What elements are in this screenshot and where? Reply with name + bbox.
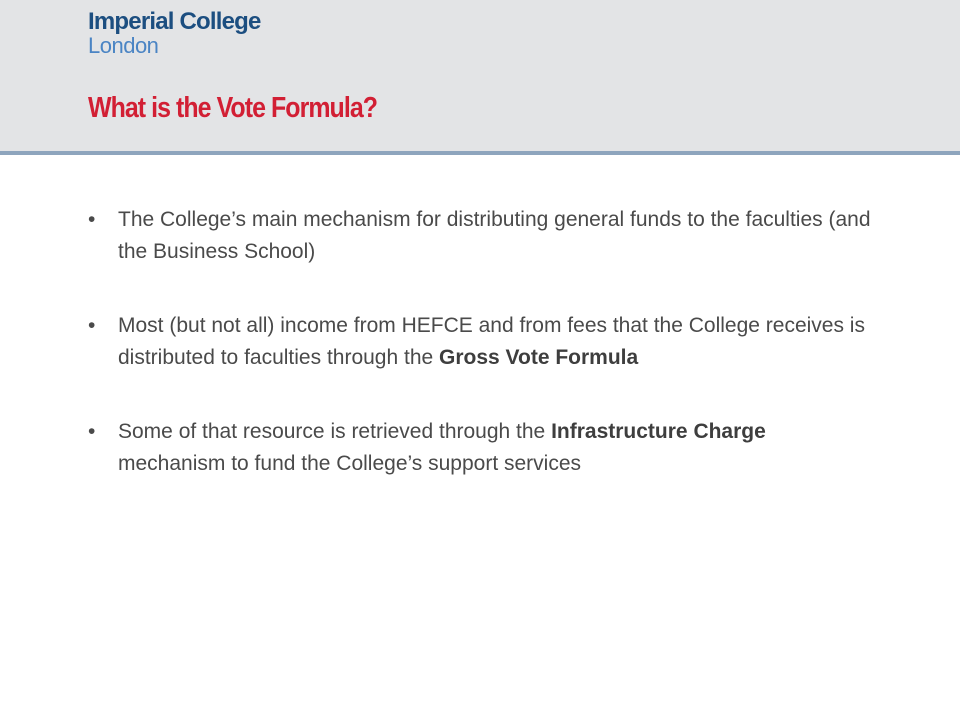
bullet-point-icon: • [88, 420, 96, 443]
bullet-text [118, 204, 878, 268]
slide-title: What is the Vote Formula? [88, 92, 378, 124]
bullet-item-main-mechanism [88, 204, 878, 268]
imperial-college-london-logo [88, 10, 261, 57]
bullet-point-icon: • [88, 208, 96, 231]
bullet-text-segment: Some of that resource is retrieved through the [118, 420, 552, 443]
bullet-item-infrastructure-charge [88, 416, 878, 480]
logo-line-london: London [88, 33, 159, 58]
bullet-text-segment: mechanism to fund the College’s support services [118, 452, 582, 475]
bullet-text [118, 310, 878, 374]
bullet-item-gross-vote-formula [88, 310, 878, 374]
bullet-emphasis-infrastructure-charge: Infrastructure Charge [551, 420, 766, 443]
bullet-point-icon: • [88, 314, 96, 337]
slide-header [0, 0, 960, 151]
logo-line-imperial-college: Imperial College [88, 8, 261, 35]
bullet-emphasis-gross-vote-formula: Gross Vote Formula [439, 346, 639, 369]
bullet-text [118, 416, 878, 480]
header-divider [0, 151, 960, 155]
bullet-text-segment: Most (but not all) income from HEFCE and from fees that the College receives is distributed to faculties through the [118, 314, 865, 369]
bullet-list [88, 204, 878, 522]
bullet-text-segment: The College’s main mechanism for distributing general funds to the faculties (and the Business School) [118, 208, 871, 263]
